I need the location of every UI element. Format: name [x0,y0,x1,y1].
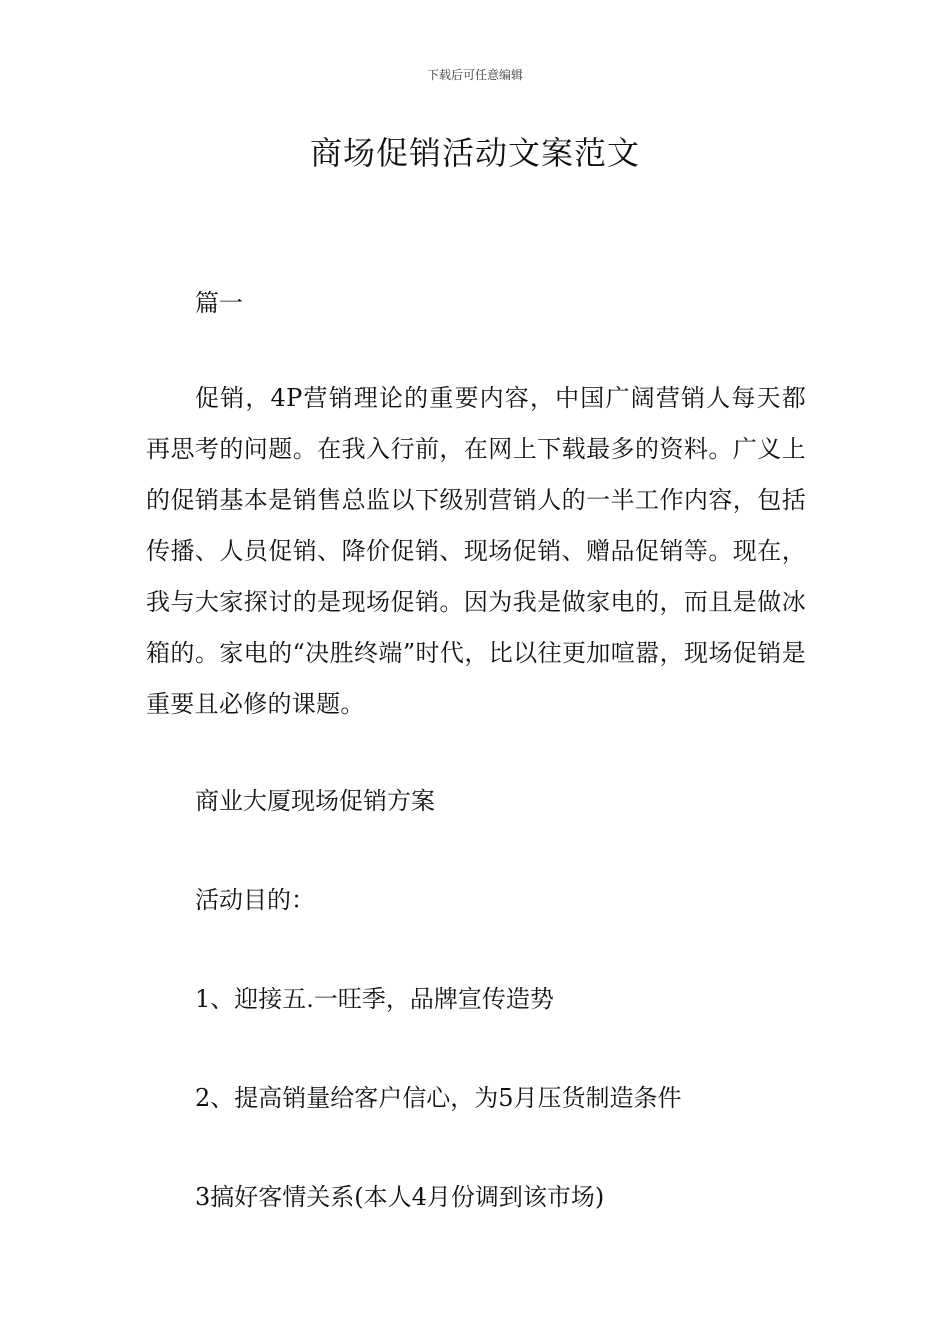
objective-item-2: 2、提高销量给客户信心，为5月压货制造条件 [195,1084,682,1112]
document-title: 商场促销活动文案范文 [309,134,640,172]
objective-item-3: 3搞好客情关系(本人4月份调到该市场) [195,1183,605,1211]
intro-paragraph: 促销，4P营销理论的重要内容，中国广阔营销人每天都再思考的问题。在我入行前，在网上下载最多的资料。广义上的促销基本是销售总监以下级别营销人的一半工作内容，包括传播、人员促销、降价促销、现场促销、赠品促销等。现在，我与大家探讨的是现场促销。因为我是做家电的，而且是做冰箱的。家电的“决胜终端”时代，比以往更加喧嚣，现场促销是重要且必修的课题。 [146,384,806,718]
plan-title: 商业大厦现场促销方案 [195,787,435,815]
header-note: 下载后可任意编辑 [426,68,523,82]
objective-label: 活动目的： [195,886,315,914]
objective-item-1: 1、迎接五.一旺季，品牌宣传造势 [195,985,554,1013]
section-label: 篇一 [195,289,243,317]
